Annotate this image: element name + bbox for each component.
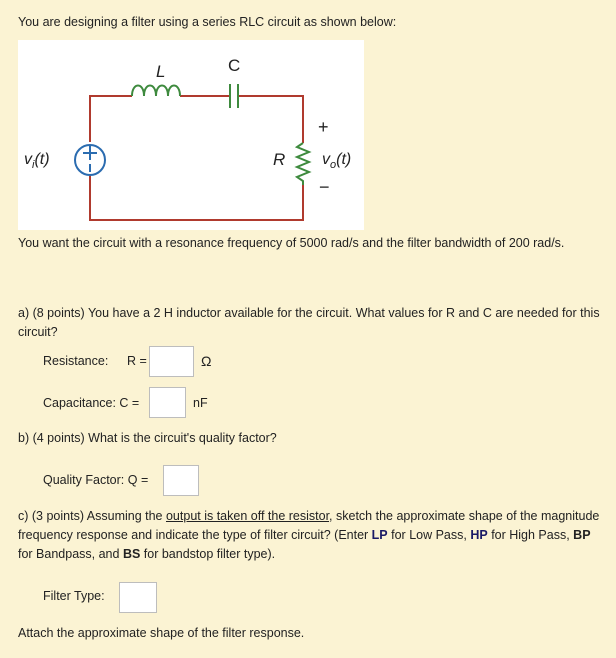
intro-text: You are designing a filter using a series RLC circuit as shown below:	[18, 15, 397, 29]
capacitor-plates	[230, 84, 238, 108]
output-minus: −	[319, 177, 330, 197]
source-voltage-label: $v_i(t)$	[24, 151, 50, 171]
output-resistor-underline: output is taken off the resistor	[165, 509, 330, 523]
right-wire	[239, 96, 303, 143]
part-c-question: c) (3 points) Assuming the output is taken off the resistor, sketch the approximate shape of the magnitude frequency response and indicate the type of filter circuit? (Enter LP for Low Pass, HP for High Pass, BP for Bandpass, and BS for bandstop filter type).	[18, 509, 600, 561]
part-a-question: a) (8 points) You have a 2 H inductor available for the circuit. What values for R and C are needed for this circuit?	[18, 306, 600, 339]
nanofarad-unit: nF	[193, 396, 208, 410]
capacitance-input[interactable]	[149, 387, 186, 418]
attach-instruction: Attach the approximate shape of the filter response.	[18, 626, 305, 640]
filter-type-input[interactable]	[119, 582, 157, 613]
bottom-wire	[90, 160, 303, 220]
left-wire	[90, 96, 132, 142]
quality-factor-label: Quality Factor: Q =	[43, 473, 149, 487]
requirement-text: You want the circuit with a resonance frequency of 5000 rad/s and the filter bandwidth of 200 rad/s.	[18, 236, 565, 250]
inductor-coil	[132, 86, 180, 97]
circuit-schematic	[18, 40, 364, 230]
ohm-unit: Ω	[201, 353, 212, 369]
resistor-label: R	[273, 150, 286, 169]
filter-type-label: Filter Type:	[43, 589, 105, 603]
r-equals-label: R =	[127, 354, 147, 368]
resistor-zigzag	[297, 143, 309, 185]
rlc-circuit-diagram	[18, 40, 364, 230]
capacitor-label: C	[228, 56, 241, 75]
resistance-label: Resistance:	[43, 354, 109, 368]
capacitance-label: Capacitance: C =	[43, 396, 140, 410]
voltage-source	[75, 145, 105, 175]
inductor-label: L	[156, 62, 166, 81]
output-voltage-label: $v_o(t)$	[322, 151, 352, 171]
quality-factor-input[interactable]	[163, 465, 199, 496]
part-b-question: b) (4 points) What is the circuit's quality factor?	[18, 431, 277, 445]
output-plus: +	[318, 117, 329, 137]
resistance-input[interactable]	[149, 346, 194, 377]
